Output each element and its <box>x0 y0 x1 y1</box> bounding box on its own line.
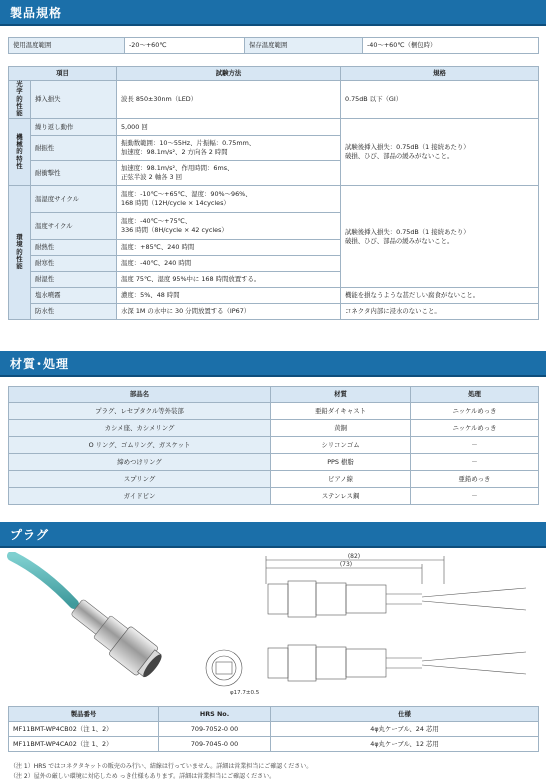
plug-header-pn: 製品番号 <box>9 707 159 722</box>
dim-82: (82) <box>347 553 361 560</box>
material-treatment: － <box>411 437 539 454</box>
mech-group-label: 機械的特性 <box>9 119 31 186</box>
row-method: 温度：-40℃、240 時間 <box>117 256 341 272</box>
note-1: （注 1）HRS ではコネクタキットの販売のみ行い、結線は行っていません。詳細は営業担当にご確認ください。 <box>10 763 313 770</box>
material-treatment: － <box>411 488 539 505</box>
plug-section-title: プラグ <box>10 528 50 542</box>
material-treatment: ニッケルめっき <box>411 403 539 420</box>
material-value: PPS 樹脂 <box>271 454 411 471</box>
row-method: 温度 75℃、湿度 95%中に 168 時間放置する。 <box>117 272 341 288</box>
row-item: 防水性 <box>31 304 117 320</box>
plug-photo <box>4 552 200 692</box>
row-item: 耐振性 <box>31 136 117 161</box>
material-header-treatment: 処理 <box>411 387 539 403</box>
material-part: ガイドピン <box>9 488 271 505</box>
dim-diameter: φ17.7±0.5 <box>230 690 260 696</box>
material-value: ピアノ線 <box>271 471 411 488</box>
row-item: 挿入損失 <box>31 81 117 119</box>
row-standard: コネクタ内部に浸水のないこと。 <box>341 304 539 320</box>
store-temp-value: -40～+60℃（梱包時） <box>363 38 539 54</box>
row-method: 温度：-40℃～+75℃、 336 時間（8H/cycle × 42 cycles） <box>117 213 341 240</box>
plug-hrs: 709-7052-0 00 <box>159 722 271 737</box>
dim-73: (73) <box>339 561 353 568</box>
material-part: O リング、ゴムリング、ガスケット <box>9 437 271 454</box>
spec-section-title: 製品規格 <box>10 6 63 20</box>
material-header-part: 部品名 <box>9 387 271 403</box>
plug-part-table <box>8 706 539 752</box>
plug-pn: MF11BMT-WP4CB02（注 1、2） <box>9 722 159 737</box>
row-standard: 機能を損なうような甚だしい腐食がないこと。 <box>341 288 539 304</box>
row-item: 温湿度サイクル <box>31 186 117 213</box>
row-method: 温度：-10℃～+65℃、湿度：90%～96%、 168 時間（12H/cycle × 14cycles） <box>117 186 341 213</box>
material-value: 亜鉛ダイキャスト <box>271 403 411 420</box>
material-value: シリコンゴム <box>271 437 411 454</box>
temperature-table <box>8 37 539 54</box>
row-method: 波長 850±30nm（LED） <box>117 81 341 119</box>
row-method: 5,000 回 <box>117 119 341 136</box>
store-temp-label: 保存温度範囲 <box>245 38 363 54</box>
spec-table <box>8 66 539 320</box>
use-temp-label: 使用温度範囲 <box>9 38 125 54</box>
material-header-material: 材質 <box>271 387 411 403</box>
row-item: 温度サイクル <box>31 213 117 240</box>
row-item: 繰り返し動作 <box>31 119 117 136</box>
row-item: 耐湿性 <box>31 272 117 288</box>
row-item: 塩水噴霧 <box>31 288 117 304</box>
spec-header-standard: 規格 <box>341 67 539 81</box>
plug-hrs: 709-7045-0 00 <box>159 737 271 752</box>
optical-group-label: 光学的性能 <box>9 81 31 119</box>
env-standard: 試験後挿入損失：0.75dB（1 接続あたり） 破損、ひび、部品の緩みがないこと。 <box>341 186 539 288</box>
material-part: 締めつけリング <box>9 454 271 471</box>
material-part: プラグ、レセプタクル等外装部 <box>9 403 271 420</box>
spec-header-item: 項目 <box>9 67 117 81</box>
note-2: （注 2）屋外の厳しい環境に対応しため っき仕様もあります。詳細は営業担当にご確認ください。 <box>10 773 276 780</box>
material-treatment: － <box>411 454 539 471</box>
plug-spec: 4φ丸ケーブル、24 芯用 <box>271 722 539 737</box>
plug-dimension-drawing <box>196 548 542 700</box>
row-method: 水深 1M の水中に 30 分間放置する（IP67） <box>117 304 341 320</box>
use-temp-value: -20～+60℃ <box>125 38 245 54</box>
spec-header-method: 試験方法 <box>117 67 341 81</box>
material-treatment: ニッケルめっき <box>411 420 539 437</box>
env-group-label: 環境的性能 <box>9 186 31 320</box>
row-method: 振動数範囲：10～55Hz、片振幅：0.75mm、 加速度：98.1m/s²、2 方向各 2 時間 <box>117 136 341 161</box>
row-standard: 0.75dB 以下（GI） <box>341 81 539 119</box>
plug-header-hrs: HRS No. <box>159 707 271 722</box>
row-method: 加速度：98.1m/s²、作用時間：6ms、 正弦半波 2 軸各 3 回 <box>117 161 341 186</box>
row-item: 耐寒性 <box>31 256 117 272</box>
spec-section-header <box>0 0 546 26</box>
plug-pn: MF11BMT-WP4CA02（注 1、2） <box>9 737 159 752</box>
material-part: カシメ座、カシメリング <box>9 420 271 437</box>
row-item: 耐熱性 <box>31 240 117 256</box>
material-treatment: 亜鉛めっき <box>411 471 539 488</box>
material-part: スプリング <box>9 471 271 488</box>
row-item: 耐衝撃性 <box>31 161 117 186</box>
row-method: 温度：+85℃、240 時間 <box>117 240 341 256</box>
mech-standard: 試験後挿入損失：0.75dB（1 接続あたり） 破損、ひび、部品の緩みがないこと。 <box>341 119 539 186</box>
plug-spec: 4φ丸ケーブル、12 芯用 <box>271 737 539 752</box>
material-section-title: 材質･処理 <box>10 357 70 371</box>
material-table <box>8 386 539 505</box>
material-value: ステンレス鋼 <box>271 488 411 505</box>
material-value: 黄銅 <box>271 420 411 437</box>
row-method: 濃度：5%、48 時間 <box>117 288 341 304</box>
plug-header-spec: 仕様 <box>271 707 539 722</box>
material-section-header <box>0 351 546 377</box>
plug-section-header <box>0 522 546 548</box>
